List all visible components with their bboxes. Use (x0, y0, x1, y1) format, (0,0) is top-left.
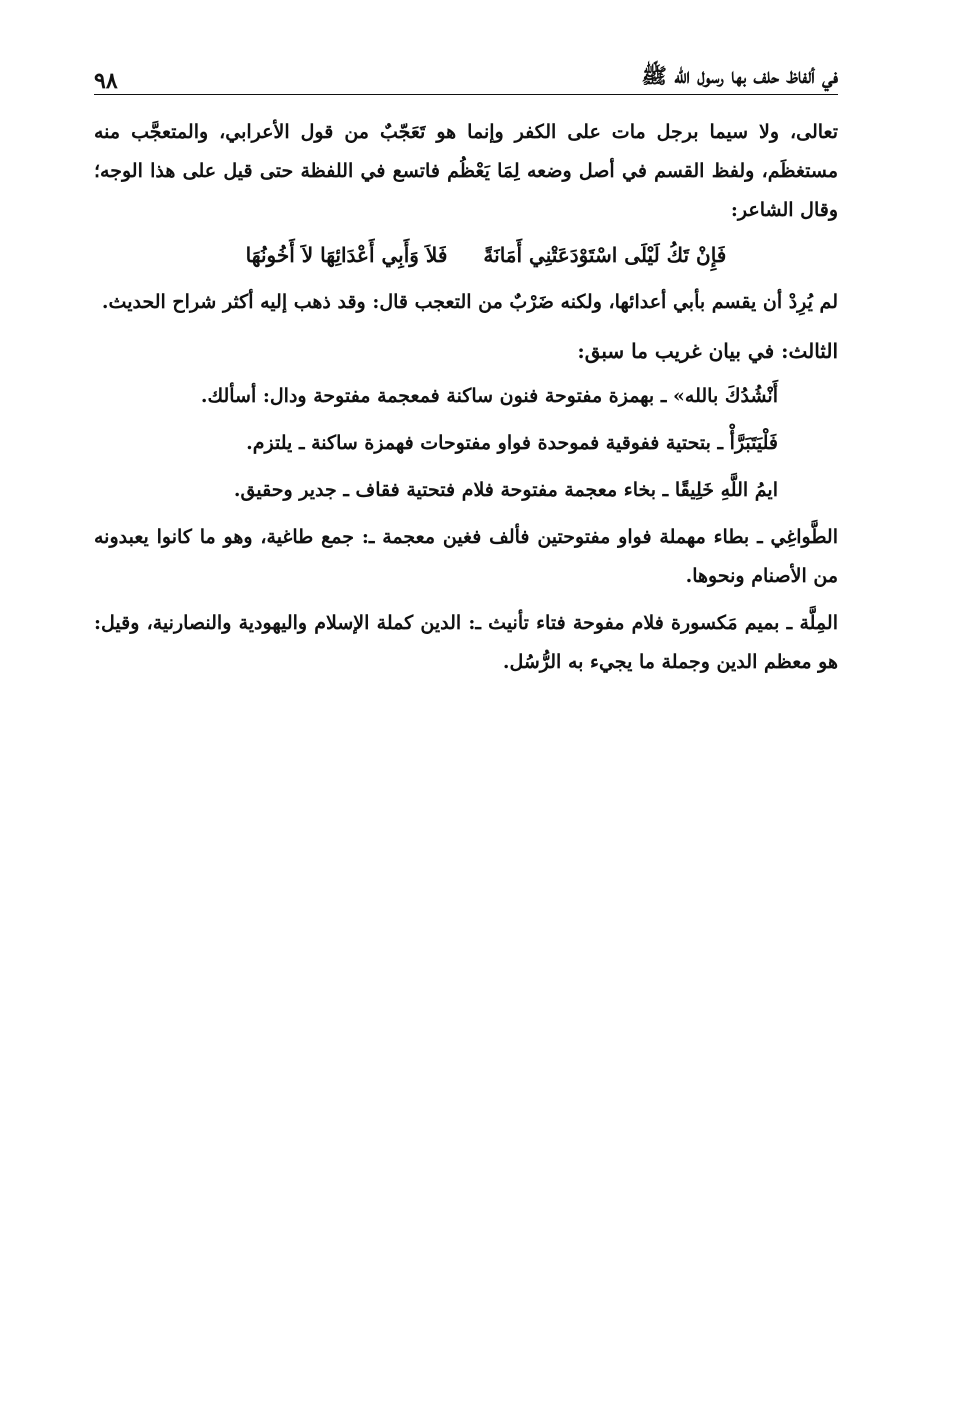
running-title: في ألفاظ حلف بها رسول الله ﷺ (641, 63, 838, 88)
glossary-entry: ايمُ اللَّهِ خَلِيقًا ـ بخاء معجمة مفتوحة فلام فتحتية فقاف ـ جدير وحقيق. (233, 479, 778, 501)
glossary-entry: فَلْيَتَبَرَّأْ ـ بتحتية ففوقية فموحدة فواو مفتوحات فهمزة ساكنة ـ يلتزم. (246, 432, 778, 454)
verse-first-hemistich: فَإِنْ تَكُ لَيْلَى اسْتَوْدَعَتْنِي أَمَانَةً (483, 243, 727, 267)
glossary-entry: الطَّواغِي ـ بطاء مهملة فواو مفتوحتين فألف فغين معجمة ـ: جمع طاغية، وهو ما كانوا يعبدونه من الأصنام ونحوها. (94, 526, 838, 587)
paragraph: تعالى، ولا سيما برجل مات على الكفر وإنما هو تَعَجّبٌ من قول الأعرابي، والمتعجَّب منه مستغظَم، ولفظ القسم في أصل وضعه لِمَا يَعْظُم فاتسع في اللفظة حتى قيل على هذا الوجه؛ وقال الشاعر: (94, 121, 838, 221)
page-number: ٩٨ (94, 68, 118, 94)
paragraph: لم يُرِدْ أن يقسم بأبي أعدائها، ولكنه ضَرْبٌ من التعجب قال: وقد ذهب إليه أكثر شراح الحديث. (101, 291, 838, 313)
verse-second-hemistich: فَلاَ وَأَبِي أَعْدَائِهَا لاَ أَخُونُهَا (245, 243, 448, 267)
body-text (94, 113, 838, 682)
book-page (94, 52, 838, 690)
glossary-entry: المِلَّة ـ بميم مَكسورة فلام مفوحة فتاء تأنيث ـ: الدين كملة الإسلام واليهودية والنصارنية، وقيل: هو معظم الدين وجملة ما يجيء به الرُّسُل. (94, 612, 838, 673)
section-heading: الثالث: في بيان غريب ما سبق: (577, 339, 838, 363)
running-header (94, 52, 838, 95)
poetry-verse (94, 236, 838, 275)
glossary-entry: أَنْشُدُكَ بالله» ـ بهمزة مفتوحة فنون ساكنة فمعجمة مفتوحة ودال: أسألك. (200, 385, 778, 407)
